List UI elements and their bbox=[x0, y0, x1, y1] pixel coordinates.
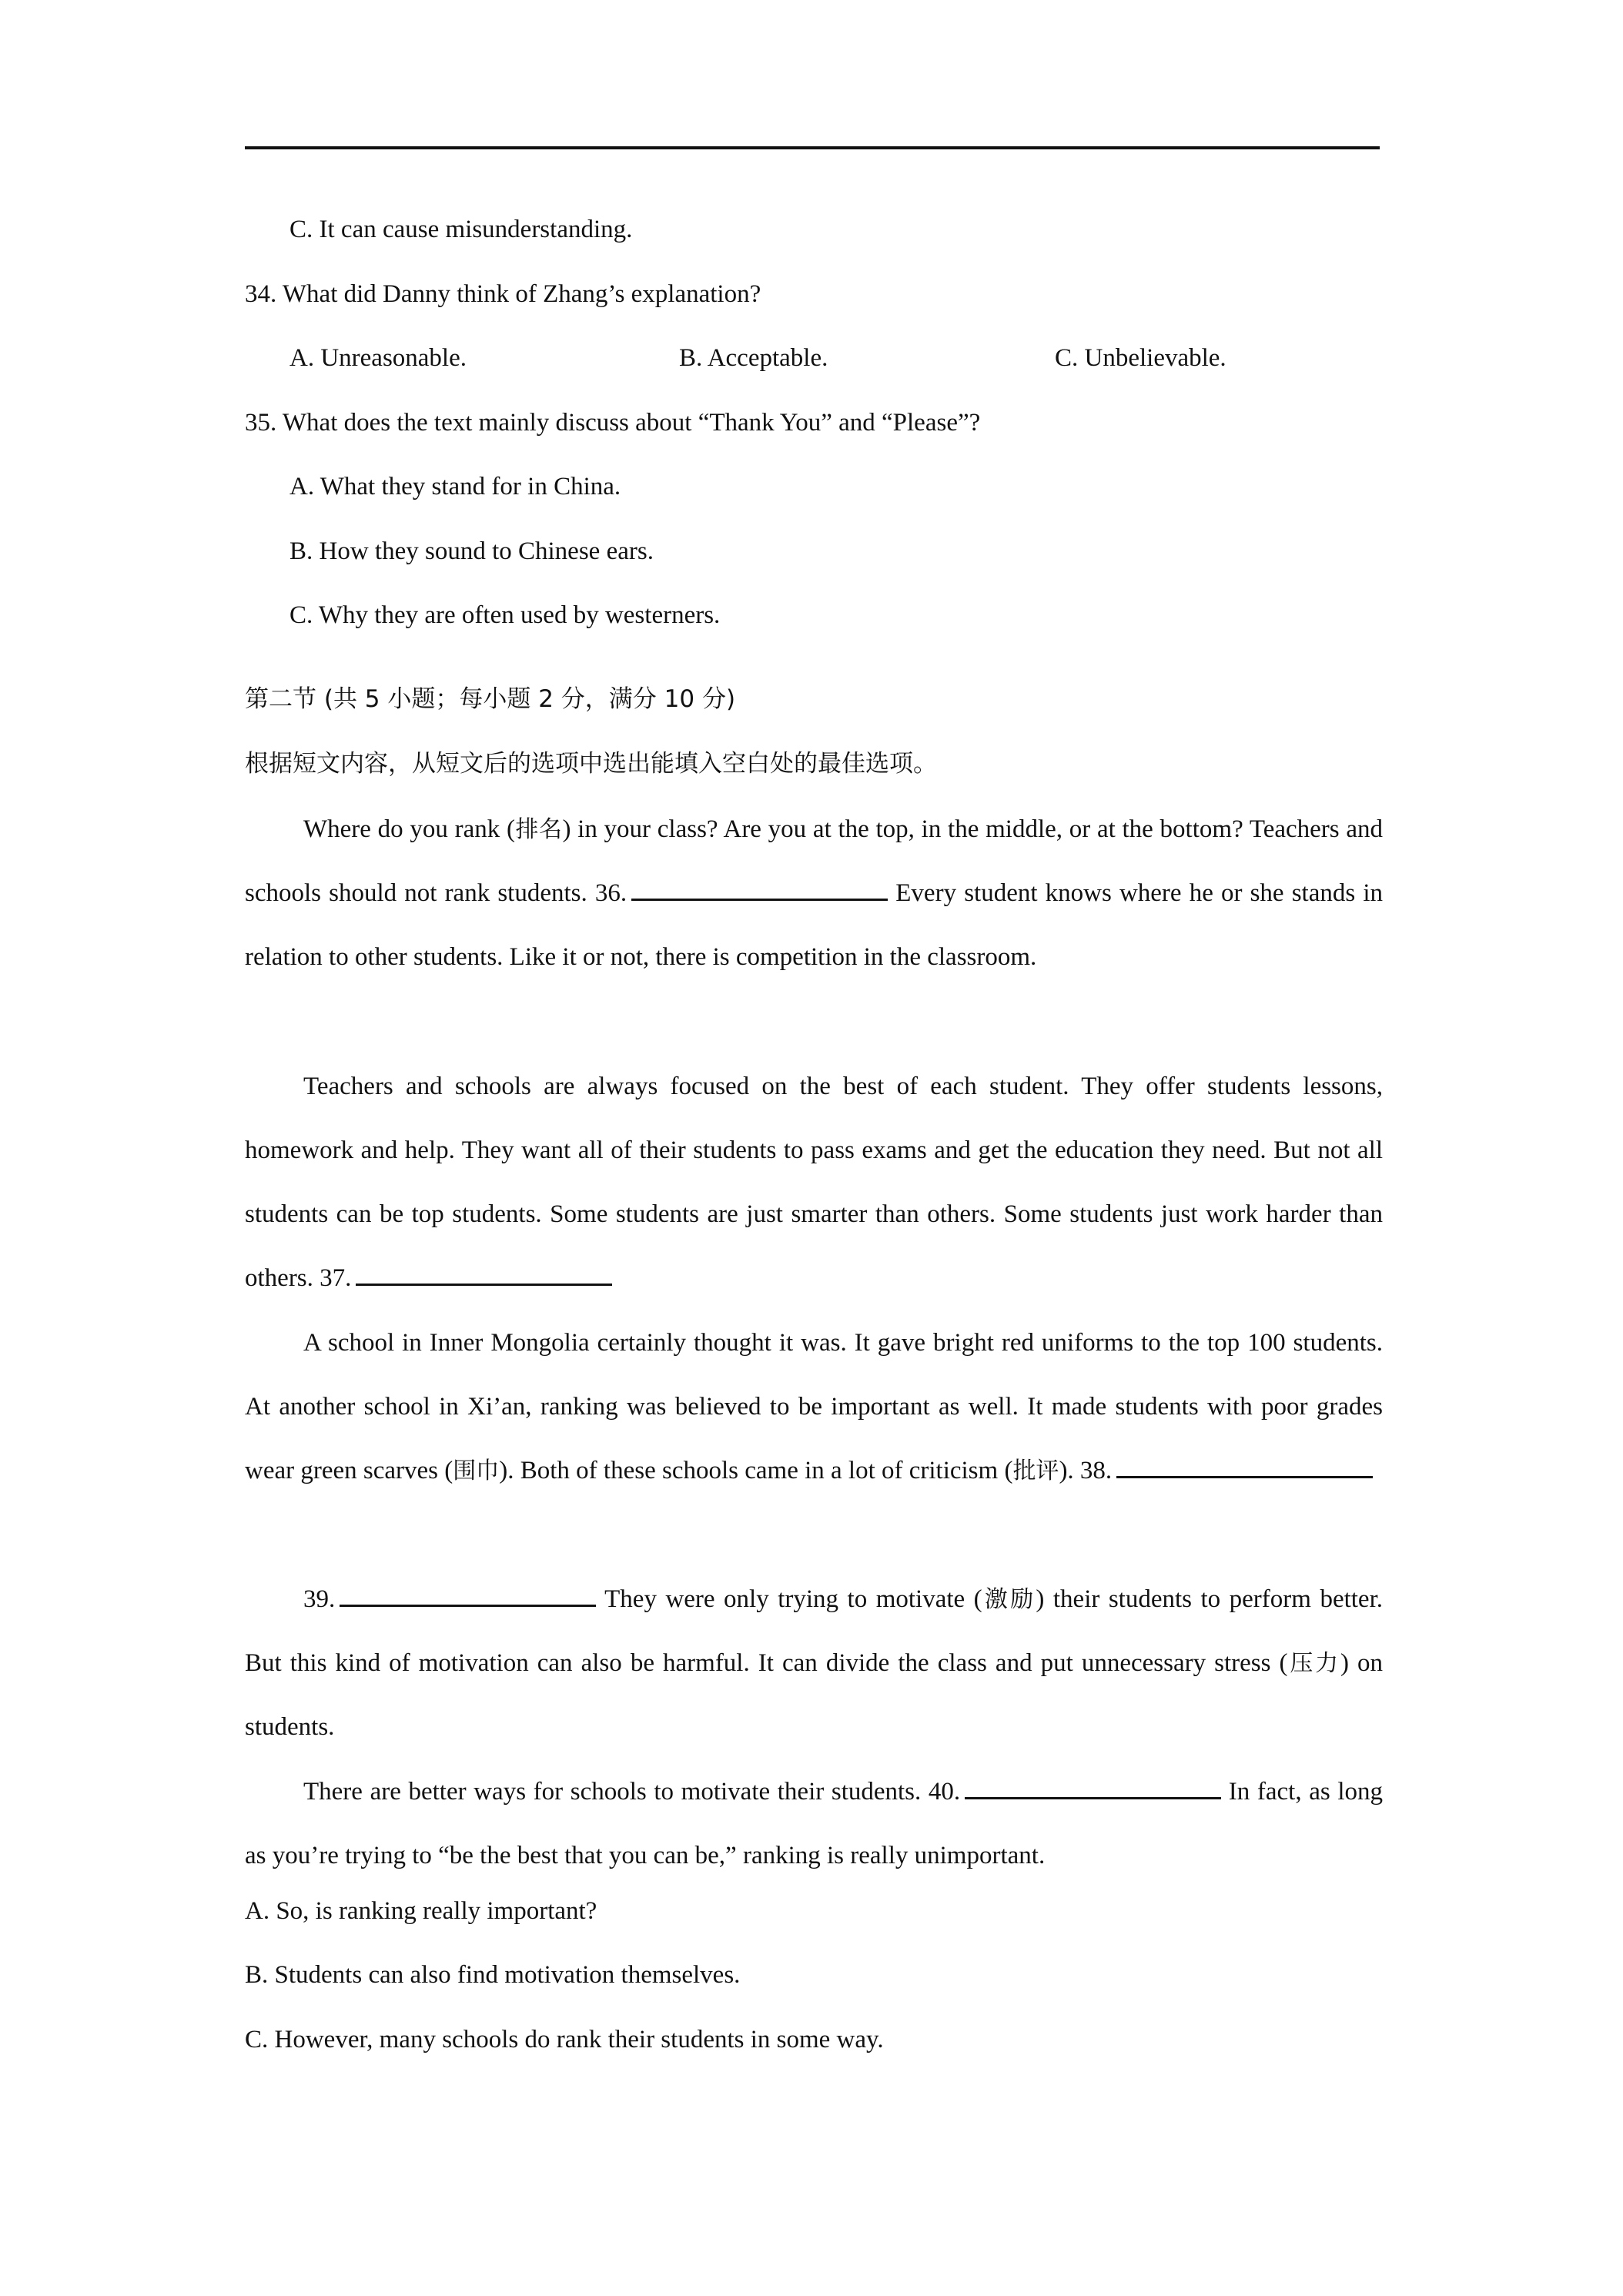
q33-option-c: C. It can cause misunderstanding. bbox=[289, 216, 633, 243]
passage-paragraph-5 bbox=[245, 1760, 1383, 1888]
p4-chinese-gloss-1: 激励 bbox=[982, 1586, 1036, 1613]
passage-paragraph-4 bbox=[245, 1568, 1383, 1759]
blank-40 bbox=[965, 1772, 1221, 1799]
p1-text-a: Where do you rank ( bbox=[303, 815, 515, 843]
q35-option-b: B. How they sound to Chinese ears. bbox=[289, 537, 654, 565]
passage-paragraph-3 bbox=[245, 1311, 1383, 1503]
p1-chinese-gloss: 排名 bbox=[514, 816, 563, 843]
choice-a: A. So, is ranking really important? bbox=[245, 1897, 597, 1925]
section-instruction: 根据短文内容，从短文后的选项中选出能填入空白处的最佳选项。 bbox=[245, 750, 937, 778]
p3-text-b: ). Both of these schools came in a lot of criticism ( bbox=[499, 1457, 1013, 1484]
q35-question: 35. What does the text mainly discuss about “Thank You” and “Please”? bbox=[245, 409, 981, 437]
choice-c: C. However, many schools do rank their students in some way. bbox=[245, 2026, 884, 2053]
section-heading: 第二节 (共 5 小题；每小题 2 分，满分 10 分) bbox=[245, 685, 736, 713]
blank-36 bbox=[631, 874, 888, 901]
p4-text-c: ) their students to perform better. But this kind of motivation can also be harmful. It can divide the class and put unnecessary stress ( bbox=[245, 1585, 1383, 1677]
blank-39 bbox=[340, 1580, 596, 1607]
p4-chinese-gloss-2: 压力 bbox=[1287, 1650, 1340, 1677]
passage-paragraph-2 bbox=[245, 1055, 1383, 1310]
p2-text-a: Teachers and schools are always focused on the best of each student. They offer students lessons, homework and help. They want all of their students to pass exams and get the education they need. But not all students can be top students. Some students are just smarter than others. Some students just work harder than others. 37. bbox=[245, 1073, 1383, 1292]
q35-option-c: C. Why they are often used by westerners. bbox=[289, 601, 721, 629]
p4-text-d: ) on students. bbox=[245, 1649, 1383, 1741]
p1-text-b: ) in your class? Are you at the top, in the middle, or at the bottom? Teachers and schools should not rank students. 36. bbox=[245, 815, 1383, 907]
p5-text-b: In fact, as long as you’re trying to “be the best that you can be,” ranking is really unimportant. bbox=[245, 1778, 1383, 1869]
q34-option-c: C. Unbelievable. bbox=[1055, 344, 1226, 372]
q34-option-b: B. Acceptable. bbox=[679, 344, 828, 372]
header-rule bbox=[245, 146, 1380, 149]
p3-chinese-gloss-2: 批评 bbox=[1012, 1458, 1059, 1484]
p5-text-a: There are better ways for schools to motivate their students. 40. bbox=[303, 1778, 961, 1806]
q34-option-a: A. Unreasonable. bbox=[289, 344, 467, 372]
p4-text-a: 39. bbox=[303, 1585, 336, 1613]
p3-chinese-gloss-1: 围巾 bbox=[453, 1458, 500, 1484]
p4-text-b: They were only trying to motivate ( bbox=[596, 1585, 982, 1613]
choice-b: B. Students can also find motivation themselves. bbox=[245, 1961, 741, 1989]
q35-option-a: A. What they stand for in China. bbox=[289, 473, 621, 500]
p3-text-a: A school in Inner Mongolia certainly thought it was. It gave bright red uniforms to the top 100 students. At another school in Xi’an, ranking was believed to be important as well. It made students with poor grades wear green scarves ( bbox=[245, 1329, 1383, 1484]
p3-text-c: ). 38. bbox=[1059, 1457, 1113, 1484]
p1-text-c: Every student knows where he or she stands in relation to other students. Like it or not, there is competition in the classroom. bbox=[245, 879, 1384, 971]
blank-37 bbox=[356, 1259, 612, 1286]
q34-question: 34. What did Danny think of Zhang’s explanation? bbox=[245, 280, 761, 308]
passage-paragraph-1 bbox=[245, 798, 1383, 989]
blank-38 bbox=[1116, 1451, 1373, 1478]
